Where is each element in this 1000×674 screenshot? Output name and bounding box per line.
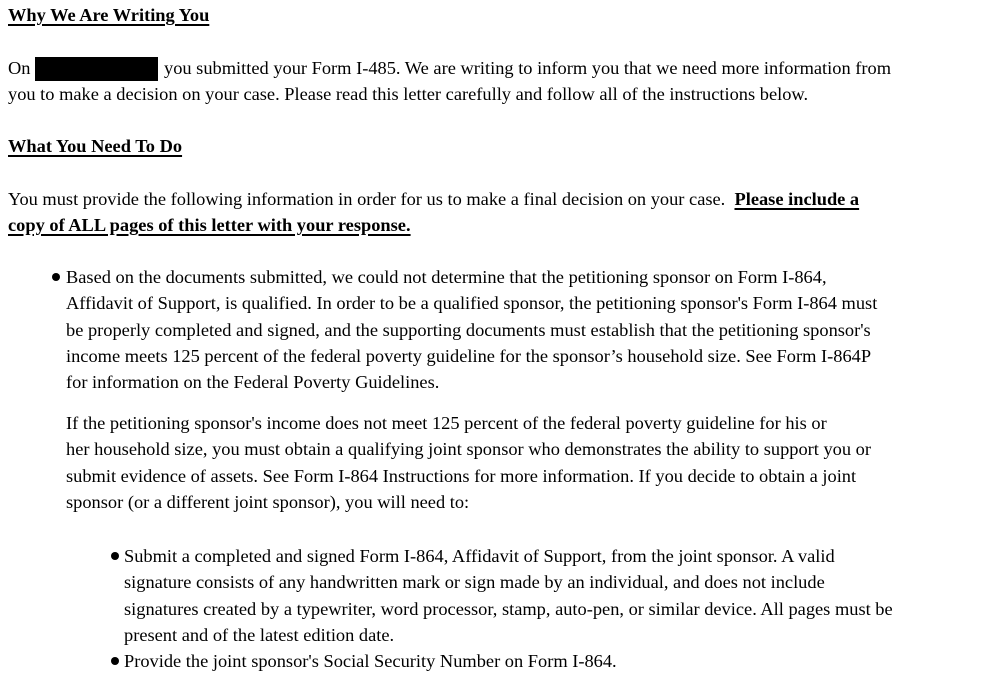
sub-bullet-1-line: signatures created by a typewriter, word processor, stamp, auto-pen, or similar device. All pages must be <box>124 598 893 619</box>
intro-line-1: you submitted your Form I-485. We are writing to inform you that we need more information from <box>164 58 892 78</box>
sub-bullet-dot-1 <box>111 552 119 560</box>
bullet-1-line: be properly completed and signed, and the supporting documents must establish that the petitioning sponsor's <box>66 319 871 340</box>
bullet-1-line: Based on the documents submitted, we could not determine that the petitioning sponsor on Form I-864, <box>66 267 827 287</box>
sub-bullet-1-line: present and of the latest edition date. <box>124 624 395 645</box>
bullet-1-paragraph-2 <box>66 410 871 515</box>
sub-bullet-1-line: signature consists of any handwritten mark or sign made by an individual, and does not include <box>124 572 825 593</box>
paragraph-2-line: If the petitioning sponsor's income does not meet 125 percent of the federal poverty guideline for his or <box>66 413 827 433</box>
instructions-line-1 <box>8 186 859 212</box>
section-heading-what-to-do: What You Need To Do <box>8 136 183 156</box>
sub-bullet-dot-2 <box>111 657 119 665</box>
sub-bullet-1-text <box>124 543 893 648</box>
bullet-1-line: income meets 125 percent of the federal poverty guideline for the sponsor’s household size. See Form I-864P <box>66 345 872 366</box>
sub-bullet-1-line: Submit a completed and signed Form I-864, Affidavit of Support, from the joint sponsor. A valid <box>124 546 835 566</box>
paragraph-2-line: submit evidence of assets. See Form I-864 Instructions for more information. If you decide to obtain a joint <box>66 465 857 486</box>
intro-line-2: you to make a decision on your case. Please read this letter carefully and follow all of the instructions below. <box>8 84 809 104</box>
section-heading-why-writing: Why We Are Writing You <box>8 5 210 25</box>
instructions-bold-text: Please include a <box>734 189 860 209</box>
bullet-dot-1 <box>52 273 60 281</box>
redacted-date-block <box>35 57 158 81</box>
sub-bullet-2-line: Provide the joint sponsor's Social Security Number on Form I-864. <box>124 651 617 671</box>
bullet-1-line: for information on the Federal Poverty Guidelines. <box>66 372 440 393</box>
intro-line-prefix: On <box>8 58 31 78</box>
instructions-plain-text: You must provide the following information in order for us to make a final decision on your case. <box>8 189 726 209</box>
bullet-1-text <box>66 264 877 395</box>
sub-bullet-2-text <box>124 648 617 674</box>
paragraph-2-line: her household size, you must obtain a qualifying joint sponsor who demonstrates the ability to support you or <box>66 439 871 460</box>
instructions-line-2-bold: copy of ALL pages of this letter with your response. <box>8 215 411 235</box>
bullet-1-line: Affidavit of Support, is qualified. In order to be a qualified sponsor, the petitioning sponsor's Form I-864 must <box>66 293 878 314</box>
paragraph-2-line: sponsor (or a different joint sponsor), you will need to: <box>66 491 470 512</box>
